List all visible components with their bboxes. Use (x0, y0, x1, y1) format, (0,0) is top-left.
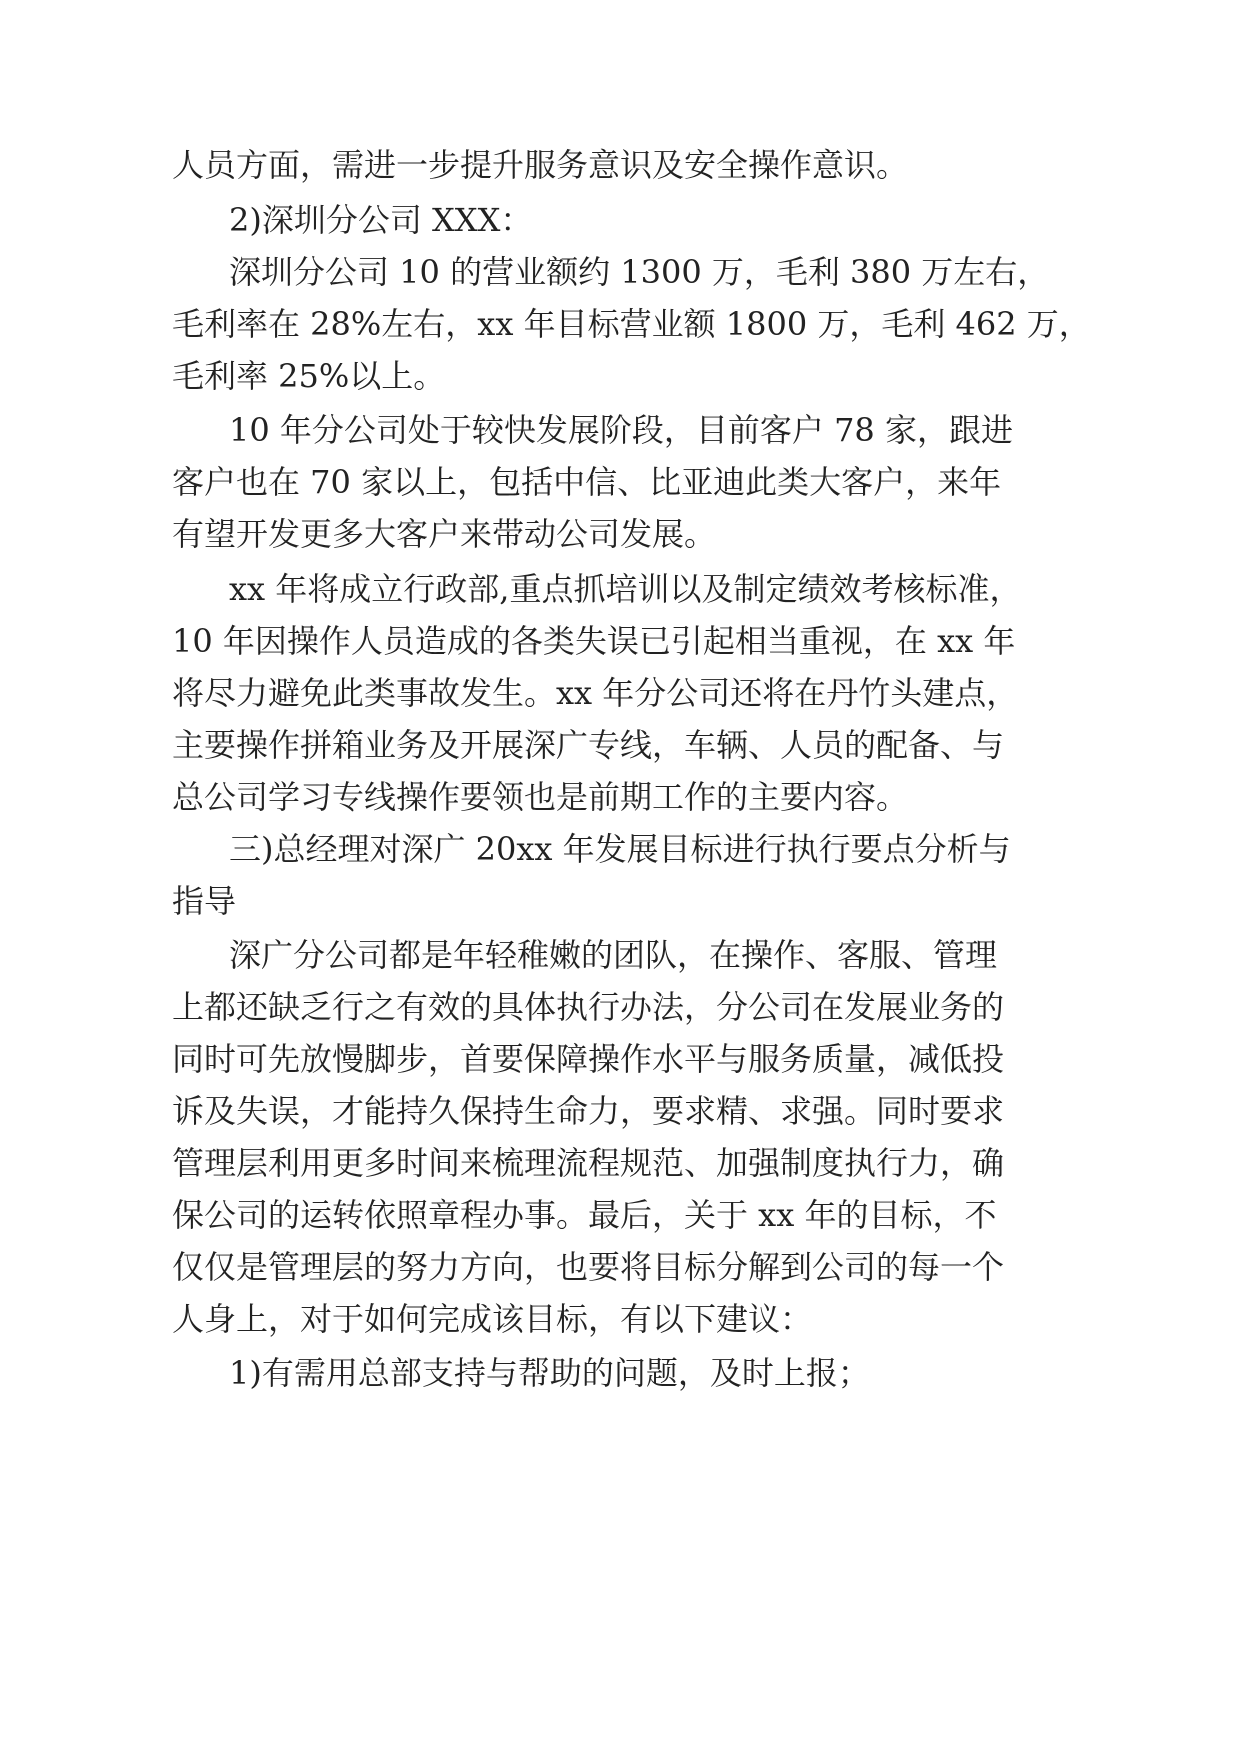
text-line: 1)有需用总部支持与帮助的问题，及时上报； (229, 1354, 870, 1392)
text-line: 管理层利用更多时间来梳理流程规范、加强制度执行力，确 (172, 1144, 1005, 1182)
text-line: 仅仅是管理层的努力方向，也要将目标分解到公司的每一个 (172, 1248, 1005, 1286)
text-line: 保公司的运转依照章程办事。最后，关于 xx 年的目标，不 (172, 1196, 997, 1234)
text-line: 人员方面，需进一步提升服务意识及安全操作意识。 (172, 146, 909, 184)
text-line: 10 年分公司处于较快发展阶段，目前客户 78 家，跟进 (229, 411, 1013, 449)
text-line: 同时可先放慢脚步，首要保障操作水平与服务质量，减低投 (172, 1040, 1005, 1078)
text-line: 将尽力避免此类事故发生。xx 年分公司还将在丹竹头建点， (172, 674, 1019, 712)
text-line: 指导 (172, 882, 237, 920)
text-line: 客户也在 70 家以上，包括中信、比亚迪此类大客户，来年 (172, 463, 1002, 501)
text-line: 主要操作拼箱业务及开展深广专线，车辆、人员的配备、与 (172, 726, 1005, 764)
text-line: 上都还缺乏行之有效的具体执行办法，分公司在发展业务的 (172, 988, 1005, 1026)
text-line: 诉及失误，才能持久保持生命力，要求精、求强。同时要求 (172, 1092, 1005, 1130)
text-line: 毛利率在 28%左右，xx 年目标营业额 1800 万，毛利 462 万， (172, 305, 1091, 343)
text-line: xx 年将成立行政部,重点抓培训以及制定绩效考核标准， (229, 570, 1022, 608)
text-line: 总公司学习专线操作要领也是前期工作的主要内容。 (172, 778, 909, 816)
text-line: 深圳分公司 10 的营业额约 1300 万，毛利 380 万左右， (229, 253, 1050, 291)
text-line: 深广分公司都是年轻稚嫩的团队，在操作、客服、管理 (229, 936, 998, 974)
text-line: 有望开发更多大客户来带动公司发展。 (172, 515, 717, 553)
text-line: 三)总经理对深广 20xx 年发展目标进行执行要点分析与 (229, 830, 1011, 868)
text-line: 10 年因操作人员造成的各类失误已引起相当重视，在 xx 年 (172, 622, 1016, 660)
text-line: 人身上，对于如何完成该目标，有以下建议： (172, 1300, 813, 1338)
text-line: 2)深圳分公司 XXX： (229, 201, 533, 239)
text-line: 毛利率 25%以上。 (172, 357, 446, 395)
